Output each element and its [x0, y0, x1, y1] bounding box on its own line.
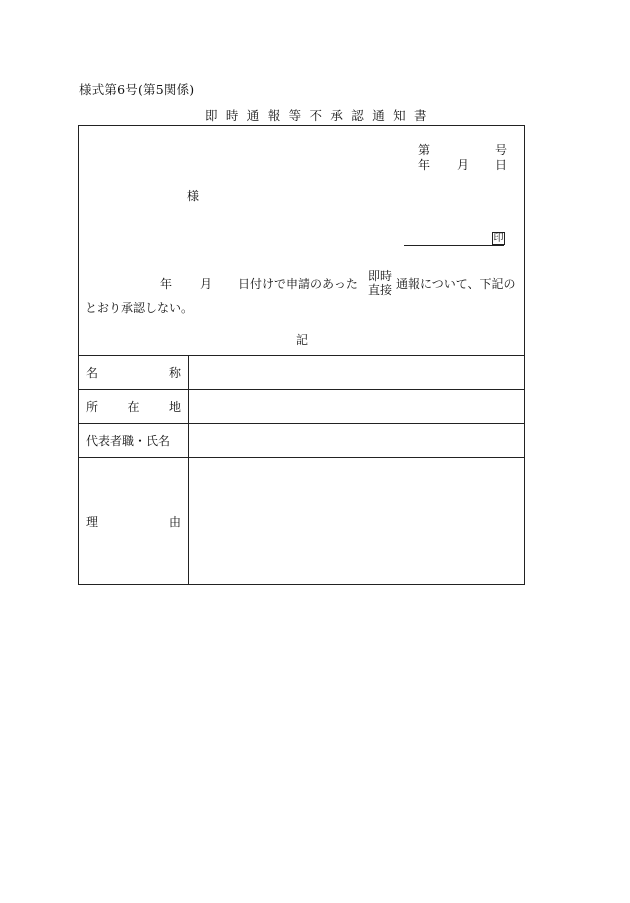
signature-line	[404, 245, 504, 246]
table-row-name	[79, 356, 525, 390]
reason-label-cell	[79, 458, 189, 585]
addressee-sama: 様	[187, 189, 200, 203]
document-title: 即時通報等不承認通知書	[205, 108, 435, 123]
option-chokusetsu: 直接	[368, 283, 393, 297]
name-value-cell[interactable]	[189, 356, 525, 390]
details-table	[78, 355, 525, 585]
reason-label-char: 由	[168, 514, 181, 529]
reason-value-cell[interactable]	[189, 458, 525, 585]
body-year: 年	[160, 277, 173, 291]
location-label-char: 地	[168, 400, 181, 414]
notification-type-option	[368, 269, 392, 297]
doc-number-go: 号	[495, 143, 508, 157]
table-row-reason	[79, 458, 525, 585]
body-text-b: 通報について、下記の	[396, 277, 516, 291]
representative-label: 代表者職・氏名	[86, 434, 171, 448]
ki-heading: 記	[296, 333, 309, 347]
name-label-char: 称	[168, 366, 181, 380]
date-month: 月	[457, 158, 470, 172]
option-sokuji: 即時	[368, 269, 393, 283]
location-value-cell[interactable]	[189, 390, 525, 424]
date-day: 日	[495, 158, 508, 172]
location-label-char: 在	[127, 400, 140, 414]
location-label-cell	[79, 390, 189, 424]
location-label-char: 所	[86, 400, 99, 414]
form-number-label: 様式第6号(第5関係)	[79, 82, 195, 97]
representative-value-cell[interactable]	[189, 424, 525, 458]
date-year: 年	[418, 158, 431, 172]
body-text-c: とおり承認しない。	[85, 301, 194, 315]
representative-label-cell	[79, 424, 189, 458]
body-text-a: 日付けで申請のあった	[238, 277, 358, 291]
table-row-representative	[79, 424, 525, 458]
doc-number-dai: 第	[418, 143, 431, 157]
name-label-cell	[79, 356, 189, 390]
reason-label-char: 理	[86, 514, 99, 529]
table-row-location	[79, 390, 525, 424]
name-label-char: 名	[86, 366, 99, 380]
body-month: 月	[200, 277, 213, 291]
seal-mark: 印	[493, 233, 504, 244]
